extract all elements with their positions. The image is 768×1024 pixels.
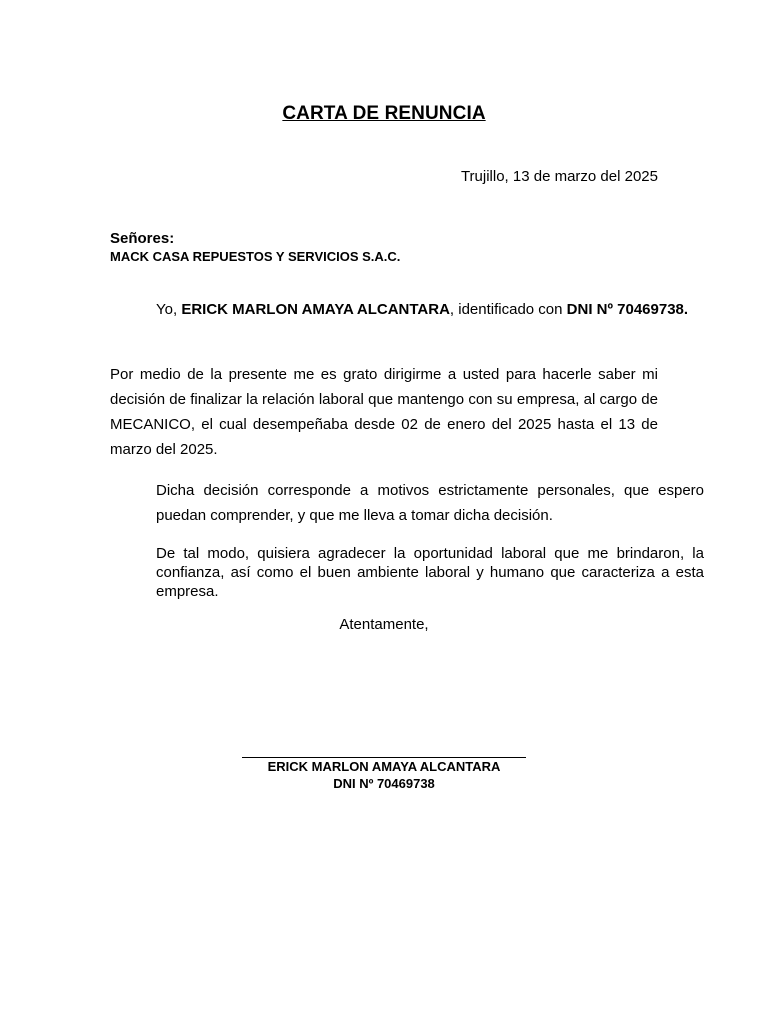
reason-paragraph: Dicha decisión corresponde a motivos estrictamente personales, que espero puedan comprender, y que me lleva a tomar dicha decisión. <box>156 482 704 524</box>
signature-line <box>242 757 526 758</box>
signature-name: ERICK MARLON AMAYA ALCANTARA <box>267 759 501 774</box>
salutation: Señores: <box>110 230 175 247</box>
intro-dni: DNI Nº 70469738. <box>566 301 689 318</box>
letter-title: CARTA DE RENUNCIA <box>282 103 486 124</box>
decision-paragraph: Por medio de la presente me es grato dirigirme a usted para hacerle saber mi decisión de finalizar la relación laboral que mantengo con su empresa, al cargo de MECANICO, el cual desempeñaba desde 02 de enero del 2025 hasta el 13 de marzo del 2025. <box>110 366 658 458</box>
intro-middle: , identificado con <box>449 301 567 318</box>
intro-employee-name: ERICK MARLON AMAYA ALCANTARA <box>181 301 450 318</box>
thanks-paragraph: De tal modo, quisiera agradecer la oportunidad laboral que me brindaron, la confianza, así como el buen ambiente laboral y humano que caracteriza a esta empresa. <box>156 545 704 600</box>
signature-dni: DNI Nº 70469738 <box>333 776 435 791</box>
intro-paragraph <box>110 297 704 322</box>
company-name: MACK CASA REPUESTOS Y SERVICIOS S.A.C. <box>110 249 401 264</box>
letter-date: Trujillo, 13 de marzo del 2025 <box>460 168 658 185</box>
intro-prefix: Yo, <box>156 301 182 318</box>
closing: Atentamente, <box>339 616 429 633</box>
